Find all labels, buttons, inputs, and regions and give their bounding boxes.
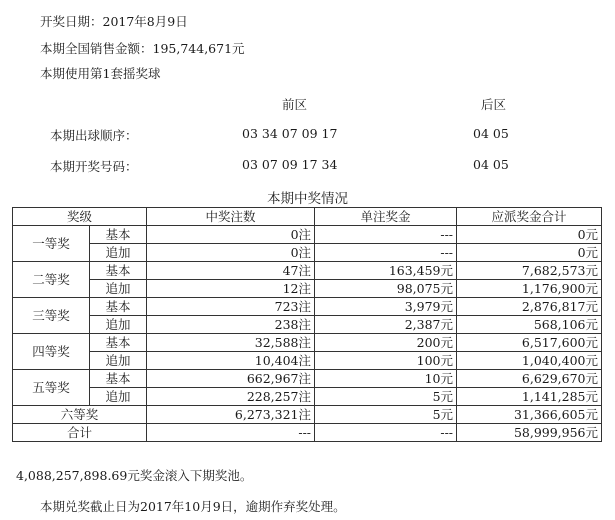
back-zone-label: 后区 xyxy=(481,97,507,112)
count-cell: 0注 xyxy=(147,244,315,262)
count-cell: 6,273,321注 xyxy=(147,406,315,424)
level-cell: 一等奖 xyxy=(13,226,90,262)
table-row xyxy=(13,226,602,244)
type-cell: 追加 xyxy=(90,352,147,370)
count-cell: 10,404注 xyxy=(147,352,315,370)
draw-order-back: 04 05 xyxy=(473,126,509,141)
total-cell: 568,106元 xyxy=(457,316,602,334)
count-cell: 228,257注 xyxy=(147,388,315,406)
total-cell: 7,682,573元 xyxy=(457,262,602,280)
header-prize: 单注奖金 xyxy=(315,208,457,226)
total-cell: 1,040,400元 xyxy=(457,352,602,370)
prize-cell: 10元 xyxy=(315,370,457,388)
count-cell: 662,967注 xyxy=(147,370,315,388)
prize-cell: 100元 xyxy=(315,352,457,370)
count-cell: 32,588注 xyxy=(147,334,315,352)
total-cell: 1,176,900元 xyxy=(457,280,602,298)
table-row xyxy=(13,280,602,298)
table-row xyxy=(13,352,602,370)
count-cell: 47注 xyxy=(147,262,315,280)
winning-numbers-front: 03 07 09 17 34 xyxy=(242,157,338,172)
prize-cell: 200元 xyxy=(315,334,457,352)
count-cell: 0注 xyxy=(147,226,315,244)
type-cell: 基本 xyxy=(90,226,147,244)
count-cell: 238注 xyxy=(147,316,315,334)
draw-date: 开奖日期：2017年8月9日 xyxy=(40,14,188,29)
prize-cell: 2,387元 xyxy=(315,316,457,334)
prize-cell: 163,459元 xyxy=(315,262,457,280)
table-row xyxy=(13,370,602,388)
prize-cell: 3,979元 xyxy=(315,298,457,316)
type-cell: 基本 xyxy=(90,298,147,316)
jackpot-rollover: 4,088,257,898.69元奖金滚入下期奖池。 xyxy=(16,468,253,483)
type-cell: 基本 xyxy=(90,334,147,352)
count-cell: 12注 xyxy=(147,280,315,298)
prize-cell: --- xyxy=(315,226,457,244)
header-total: 应派奖金合计 xyxy=(457,208,602,226)
count-cell: 723注 xyxy=(147,298,315,316)
prize-cell: 5元 xyxy=(315,388,457,406)
total-cell: 0元 xyxy=(457,244,602,262)
table-row xyxy=(13,388,602,406)
draw-order-front: 03 34 07 09 17 xyxy=(242,126,338,141)
level-cell: 四等奖 xyxy=(13,334,90,370)
winning-numbers-back: 04 05 xyxy=(473,157,509,172)
table-row-sum xyxy=(13,424,602,442)
prize-cell: 5元 xyxy=(315,406,457,424)
table-row xyxy=(13,298,602,316)
table-row-sixth-prize xyxy=(13,406,602,424)
level-cell: 二等奖 xyxy=(13,262,90,298)
total-cell: 6,629,670元 xyxy=(457,370,602,388)
prize-cell: --- xyxy=(315,244,457,262)
header-count: 中奖注数 xyxy=(147,208,315,226)
table-title: 本期中奖情况 xyxy=(267,191,348,207)
table-row xyxy=(13,334,602,352)
type-cell: 追加 xyxy=(90,388,147,406)
prize-cell: 98,075元 xyxy=(315,280,457,298)
total-cell: 58,999,956元 xyxy=(457,424,602,442)
total-cell: 0元 xyxy=(457,226,602,244)
type-cell: 追加 xyxy=(90,316,147,334)
total-cell: 6,517,600元 xyxy=(457,334,602,352)
level-cell: 三等奖 xyxy=(13,298,90,334)
type-cell: 追加 xyxy=(90,280,147,298)
table-row xyxy=(13,262,602,280)
sales-amount: 本期全国销售金额：195,744,671元 xyxy=(40,41,245,56)
draw-order-label: 本期出球顺序： xyxy=(50,128,138,143)
prize-cell: --- xyxy=(315,424,457,442)
header-level: 奖级 xyxy=(13,208,147,226)
ball-set: 本期使用第1套摇奖球 xyxy=(40,66,161,81)
total-cell: 1,141,285元 xyxy=(457,388,602,406)
type-cell: 追加 xyxy=(90,244,147,262)
total-cell: 31,366,605元 xyxy=(457,406,602,424)
level-cell: 六等奖 xyxy=(13,406,147,424)
front-zone-label: 前区 xyxy=(282,97,308,112)
table-header-row xyxy=(13,208,602,226)
claim-deadline: 本期兑奖截止日为2017年10月9日，逾期作弃奖处理。 xyxy=(40,499,346,514)
type-cell: 基本 xyxy=(90,370,147,388)
count-cell: --- xyxy=(147,424,315,442)
level-cell: 五等奖 xyxy=(13,370,90,406)
type-cell: 基本 xyxy=(90,262,147,280)
level-cell: 合计 xyxy=(13,424,147,442)
prize-table xyxy=(12,207,602,442)
table-row xyxy=(13,244,602,262)
total-cell: 2,876,817元 xyxy=(457,298,602,316)
winning-numbers-label: 本期开奖号码： xyxy=(50,159,138,174)
table-row xyxy=(13,316,602,334)
